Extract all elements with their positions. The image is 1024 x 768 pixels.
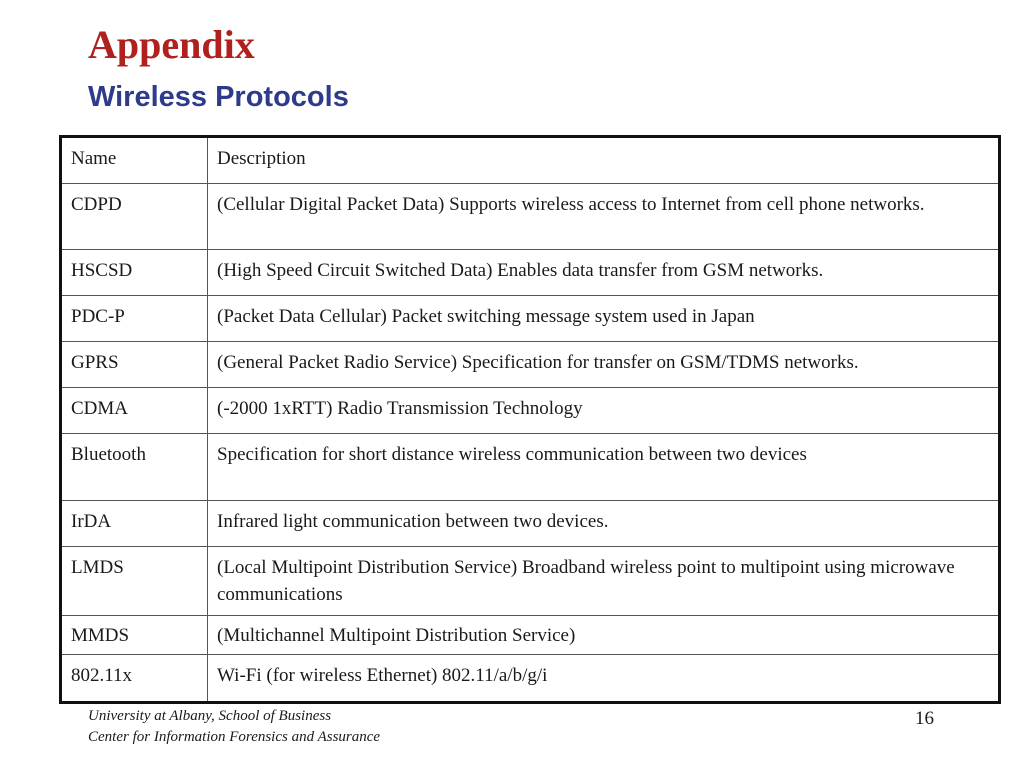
protocol-description: Infrared light communication between two devices. [208,501,1000,547]
protocol-description: (-2000 1xRTT) Radio Transmission Technology [208,388,1000,434]
table-row [61,434,1000,501]
protocol-name: 802.11x [61,655,208,703]
page-number: 16 [915,708,934,729]
table-row [61,655,1000,703]
protocols-table [59,135,1001,704]
protocol-description: Wi-Fi (for wireless Ethernet) 802.11/a/b/g/i [208,655,1000,703]
table-row [61,342,1000,388]
footer-line-institution: University at Albany, School of Business [88,708,332,724]
protocol-name: Bluetooth [61,434,208,501]
table-row [61,547,1000,616]
table-row [61,296,1000,342]
footer-line-center: Center for Information Forensics and Assurance [88,729,381,745]
footer-attribution [88,706,380,748]
protocol-description: (Local Multipoint Distribution Service) Broadband wireless point to multipoint using microwave communications [208,547,1000,616]
protocol-name: CDMA [61,388,208,434]
protocol-name: GPRS [61,342,208,388]
protocol-description: (Cellular Digital Packet Data) Supports wireless access to Internet from cell phone networks. [208,184,1000,250]
slide-title: Appendix [88,22,255,67]
protocol-description: (High Speed Circuit Switched Data) Enables data transfer from GSM networks. [208,250,1000,296]
protocol-description: (Packet Data Cellular) Packet switching message system used in Japan [208,296,1000,342]
protocol-name: HSCSD [61,250,208,296]
table-row [61,616,1000,655]
protocol-description: (Multichannel Multipoint Distribution Service) [208,616,1000,655]
table-row [61,250,1000,296]
protocol-name: LMDS [61,547,208,616]
protocol-name: CDPD [61,184,208,250]
table-header-row [61,137,1000,184]
protocol-name: IrDA [61,501,208,547]
header-name: Name [61,137,208,184]
protocol-name: PDC-P [61,296,208,342]
header-description: Description [208,137,1000,184]
table-row [61,388,1000,434]
table-row [61,184,1000,250]
protocol-description: (General Packet Radio Service) Specification for transfer on GSM/TDMS networks. [208,342,1000,388]
table-row [61,501,1000,547]
slide-subtitle: Wireless Protocols [88,81,349,113]
protocol-name: MMDS [61,616,208,655]
protocol-description: Specification for short distance wireless communication between two devices [208,434,1000,501]
